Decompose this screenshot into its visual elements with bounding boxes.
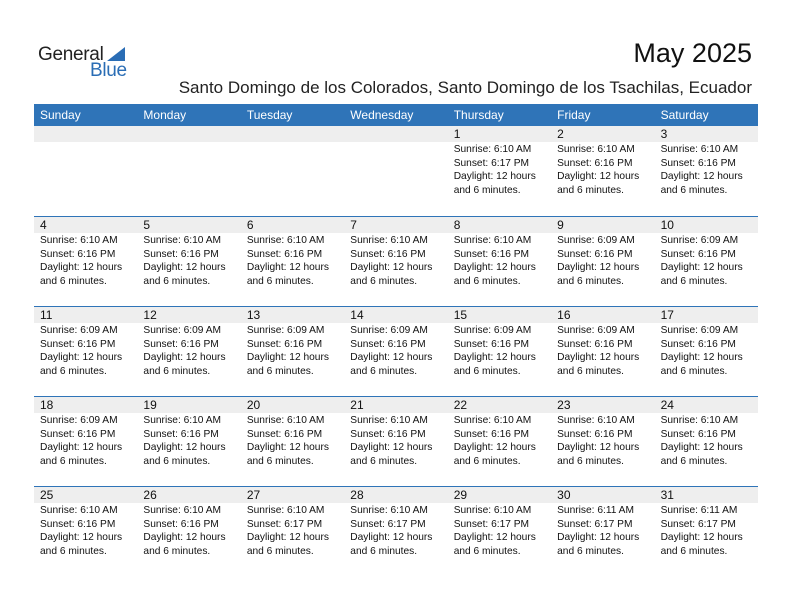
- day-cell: [344, 217, 447, 306]
- day-sunset-text: Sunset: 6:16 PM: [143, 338, 219, 350]
- day-cell: [34, 126, 137, 216]
- day-cell: [551, 397, 654, 486]
- day-number: 4: [34, 217, 137, 233]
- day-sun-info: [241, 323, 344, 378]
- day-sunrise-text: Sunrise: 6:10 AM: [350, 505, 428, 516]
- day-daylight-text: Daylight: 12 hours: [143, 442, 226, 453]
- day-daylight-text: Daylight: 12 hours: [350, 532, 433, 543]
- day-minutes-text: and 6 minutes.: [453, 455, 521, 467]
- day-cell: [34, 217, 137, 306]
- day-cell: [551, 217, 654, 306]
- day-cell: [448, 487, 551, 576]
- day-daylight-text: Daylight: 12 hours: [246, 532, 329, 543]
- day-cell: [241, 126, 344, 216]
- day-sun-info: [241, 503, 344, 558]
- day-sunrise-text: Sunrise: 6:10 AM: [40, 235, 118, 246]
- day-cell: [551, 126, 654, 216]
- day-sun-info: [344, 503, 447, 558]
- day-sunrise-text: Sunrise: 6:09 AM: [143, 325, 222, 336]
- day-sun-info: [344, 142, 447, 143]
- day-sunrise-text: Sunrise: 6:11 AM: [660, 505, 738, 516]
- day-sunset-text: Sunset: 6:16 PM: [40, 428, 116, 440]
- day-sun-info: [34, 233, 137, 288]
- day-number: 6: [241, 217, 344, 233]
- day-cell: [448, 217, 551, 306]
- day-sunrise-text: Sunrise: 6:10 AM: [453, 235, 532, 246]
- weekday-saturday: Saturday: [660, 108, 709, 122]
- day-number: 17: [655, 307, 758, 323]
- day-sun-info: [448, 233, 551, 288]
- day-sun-info: [448, 503, 551, 558]
- calendar-week: [34, 216, 758, 306]
- day-minutes-text: and 6 minutes.: [350, 545, 418, 557]
- day-daylight-text: Daylight: 12 hours: [453, 262, 536, 273]
- day-cell: [241, 397, 344, 486]
- day-minutes-text: and 6 minutes.: [557, 545, 624, 557]
- day-sun-info: [551, 233, 654, 288]
- day-sunrise-text: Sunrise: 6:09 AM: [660, 325, 739, 336]
- day-number: 24: [655, 397, 758, 413]
- day-sun-info: [448, 323, 551, 378]
- day-minutes-text: and 6 minutes.: [350, 275, 418, 287]
- day-cell: [137, 397, 240, 486]
- day-number: 20: [241, 397, 344, 413]
- day-daylight-text: Daylight: 12 hours: [143, 262, 226, 273]
- day-cell: [551, 307, 654, 396]
- weekday-tuesday: Tuesday: [246, 108, 293, 122]
- day-cell: [137, 307, 240, 396]
- day-minutes-text: and 6 minutes.: [143, 365, 211, 377]
- day-minutes-text: and 6 minutes.: [453, 365, 521, 377]
- day-daylight-text: Daylight: 12 hours: [557, 352, 640, 363]
- day-number: 13: [241, 307, 344, 323]
- day-minutes-text: and 6 minutes.: [453, 545, 521, 557]
- day-minutes-text: and 6 minutes.: [660, 455, 728, 467]
- day-sunrise-text: Sunrise: 6:10 AM: [246, 235, 325, 246]
- day-daylight-text: Daylight: 12 hours: [557, 442, 640, 453]
- day-sunrise-text: Sunrise: 6:10 AM: [660, 415, 739, 426]
- day-daylight-text: Daylight: 12 hours: [557, 171, 640, 182]
- day-sunset-text: Sunset: 6:17 PM: [453, 157, 530, 169]
- day-number: 8: [448, 217, 551, 233]
- day-sun-info: [551, 323, 654, 378]
- day-sunrise-text: Sunrise: 6:10 AM: [453, 505, 532, 516]
- day-sunset-text: Sunset: 6:16 PM: [40, 248, 116, 260]
- day-cell: [655, 487, 758, 576]
- weekday-wednesday: Wednesday: [350, 108, 414, 122]
- day-minutes-text: and 6 minutes.: [143, 455, 211, 467]
- day-sunrise-text: Sunrise: 6:11 AM: [557, 505, 634, 516]
- calendar-week: [34, 306, 758, 396]
- day-number: 23: [551, 397, 654, 413]
- day-cell: [344, 487, 447, 576]
- day-cell: [137, 126, 240, 216]
- day-number: 19: [137, 397, 240, 413]
- day-cell: [448, 307, 551, 396]
- day-cell: [655, 217, 758, 306]
- day-sunrise-text: Sunrise: 6:09 AM: [40, 325, 118, 336]
- day-sunrise-text: Sunrise: 6:09 AM: [246, 325, 325, 336]
- day-sun-info: [551, 413, 654, 468]
- day-cell: [34, 397, 137, 486]
- day-sun-info: [241, 142, 344, 143]
- day-cell: [34, 487, 137, 576]
- day-daylight-text: Daylight: 12 hours: [660, 262, 743, 273]
- day-sun-info: [137, 233, 240, 288]
- day-sun-info: [137, 323, 240, 378]
- day-sunset-text: Sunset: 6:16 PM: [557, 157, 633, 169]
- day-sunset-text: Sunset: 6:16 PM: [660, 157, 736, 169]
- day-sunrise-text: Sunrise: 6:10 AM: [660, 144, 739, 155]
- day-minutes-text: and 6 minutes.: [557, 184, 624, 196]
- day-sunrise-text: Sunrise: 6:10 AM: [350, 415, 428, 426]
- calendar-week: [34, 486, 758, 576]
- day-cell: [241, 487, 344, 576]
- day-minutes-text: and 6 minutes.: [557, 455, 624, 467]
- day-sun-info: [551, 142, 654, 197]
- day-daylight-text: Daylight: 12 hours: [143, 532, 226, 543]
- day-daylight-text: Daylight: 12 hours: [350, 352, 433, 363]
- day-cell: [344, 126, 447, 216]
- day-minutes-text: and 6 minutes.: [246, 545, 314, 557]
- day-number: 28: [344, 487, 447, 503]
- day-minutes-text: and 6 minutes.: [660, 184, 728, 196]
- day-sunset-text: Sunset: 6:16 PM: [143, 518, 219, 530]
- day-daylight-text: Daylight: 12 hours: [453, 352, 536, 363]
- day-number: 14: [344, 307, 447, 323]
- calendar-week: [34, 126, 758, 216]
- day-minutes-text: and 6 minutes.: [246, 275, 314, 287]
- day-daylight-text: Daylight: 12 hours: [350, 442, 433, 453]
- day-sunset-text: Sunset: 6:16 PM: [246, 428, 323, 440]
- day-cell: [34, 307, 137, 396]
- day-sunset-text: Sunset: 6:16 PM: [40, 338, 116, 350]
- day-cell: [448, 397, 551, 486]
- day-sunset-text: Sunset: 6:16 PM: [660, 248, 736, 260]
- day-daylight-text: Daylight: 12 hours: [660, 532, 743, 543]
- day-cell: [241, 307, 344, 396]
- day-number: 1: [448, 126, 551, 142]
- day-sunrise-text: Sunrise: 6:10 AM: [246, 505, 325, 516]
- day-sun-info: [241, 233, 344, 288]
- day-sunrise-text: Sunrise: 6:10 AM: [40, 505, 118, 516]
- location-subtitle: Santo Domingo de los Colorados, Santo Domingo de los Tsachilas, Ecuador: [178, 78, 752, 97]
- day-cell: [655, 397, 758, 486]
- logo-triangle-icon: [107, 47, 125, 61]
- day-sun-info: [448, 413, 551, 468]
- day-sunset-text: Sunset: 6:16 PM: [557, 338, 633, 350]
- day-cell: [137, 487, 240, 576]
- day-sunset-text: Sunset: 6:17 PM: [350, 518, 426, 530]
- day-sunset-text: Sunset: 6:16 PM: [453, 338, 530, 350]
- day-minutes-text: and 6 minutes.: [40, 455, 107, 467]
- logo: [38, 44, 138, 80]
- day-sunrise-text: Sunrise: 6:09 AM: [660, 235, 739, 246]
- day-sunset-text: Sunset: 6:16 PM: [660, 338, 736, 350]
- day-minutes-text: and 6 minutes.: [453, 275, 521, 287]
- day-number: [241, 126, 344, 142]
- day-number: 11: [34, 307, 137, 323]
- day-sunset-text: Sunset: 6:16 PM: [350, 248, 426, 260]
- day-sun-info: [137, 413, 240, 468]
- day-number: 5: [137, 217, 240, 233]
- day-daylight-text: Daylight: 12 hours: [350, 262, 433, 273]
- day-sunset-text: Sunset: 6:17 PM: [246, 518, 323, 530]
- day-minutes-text: and 6 minutes.: [557, 275, 624, 287]
- day-minutes-text: and 6 minutes.: [660, 365, 728, 377]
- day-sun-info: [344, 323, 447, 378]
- day-sunset-text: Sunset: 6:17 PM: [660, 518, 736, 530]
- day-minutes-text: and 6 minutes.: [660, 545, 728, 557]
- weekday-header: [34, 104, 758, 126]
- day-minutes-text: and 6 minutes.: [557, 365, 624, 377]
- day-minutes-text: and 6 minutes.: [350, 365, 418, 377]
- day-cell: [344, 397, 447, 486]
- day-minutes-text: and 6 minutes.: [453, 184, 521, 196]
- day-number: 12: [137, 307, 240, 323]
- day-daylight-text: Daylight: 12 hours: [453, 171, 536, 182]
- day-sunrise-text: Sunrise: 6:10 AM: [246, 415, 325, 426]
- day-sunrise-text: Sunrise: 6:09 AM: [557, 325, 635, 336]
- day-daylight-text: Daylight: 12 hours: [557, 262, 640, 273]
- weekday-thursday: Thursday: [453, 108, 504, 122]
- day-daylight-text: Daylight: 12 hours: [40, 352, 123, 363]
- day-number: 27: [241, 487, 344, 503]
- day-sunrise-text: Sunrise: 6:10 AM: [350, 235, 428, 246]
- day-sunrise-text: Sunrise: 6:10 AM: [557, 415, 635, 426]
- day-number: 16: [551, 307, 654, 323]
- day-number: 31: [655, 487, 758, 503]
- weekday-sunday: Sunday: [40, 108, 81, 122]
- calendar: [34, 104, 758, 576]
- day-number: 30: [551, 487, 654, 503]
- day-minutes-text: and 6 minutes.: [40, 545, 107, 557]
- day-daylight-text: Daylight: 12 hours: [557, 532, 640, 543]
- day-daylight-text: Daylight: 12 hours: [660, 352, 743, 363]
- day-sunrise-text: Sunrise: 6:09 AM: [40, 415, 118, 426]
- day-sun-info: [34, 503, 137, 558]
- page-title: May 2025: [633, 38, 752, 68]
- logo-text-general: General: [38, 44, 104, 65]
- day-number: 9: [551, 217, 654, 233]
- day-sunset-text: Sunset: 6:16 PM: [660, 428, 736, 440]
- day-minutes-text: and 6 minutes.: [350, 455, 418, 467]
- day-sun-info: [344, 413, 447, 468]
- day-sunset-text: Sunset: 6:16 PM: [40, 518, 116, 530]
- day-sun-info: [448, 142, 551, 197]
- day-minutes-text: and 6 minutes.: [143, 545, 211, 557]
- day-minutes-text: and 6 minutes.: [143, 275, 211, 287]
- day-sunrise-text: Sunrise: 6:09 AM: [557, 235, 635, 246]
- day-number: 18: [34, 397, 137, 413]
- day-number: [137, 126, 240, 142]
- day-number: 25: [34, 487, 137, 503]
- day-sun-info: [655, 413, 758, 468]
- day-sun-info: [137, 142, 240, 143]
- day-daylight-text: Daylight: 12 hours: [660, 442, 743, 453]
- day-sun-info: [655, 503, 758, 558]
- day-daylight-text: Daylight: 12 hours: [660, 171, 743, 182]
- day-sunset-text: Sunset: 6:17 PM: [557, 518, 633, 530]
- day-number: 22: [448, 397, 551, 413]
- day-sun-info: [655, 233, 758, 288]
- day-daylight-text: Daylight: 12 hours: [40, 532, 123, 543]
- day-daylight-text: Daylight: 12 hours: [246, 262, 329, 273]
- day-sunset-text: Sunset: 6:16 PM: [557, 428, 633, 440]
- day-number: 3: [655, 126, 758, 142]
- day-sunset-text: Sunset: 6:16 PM: [246, 338, 323, 350]
- day-sun-info: [344, 233, 447, 288]
- day-number: 15: [448, 307, 551, 323]
- day-sunset-text: Sunset: 6:16 PM: [557, 248, 633, 260]
- day-sun-info: [655, 142, 758, 197]
- day-daylight-text: Daylight: 12 hours: [40, 262, 123, 273]
- day-sun-info: [551, 503, 654, 558]
- calendar-week: [34, 396, 758, 486]
- day-sunset-text: Sunset: 6:16 PM: [143, 428, 219, 440]
- day-number: [34, 126, 137, 142]
- day-sunset-text: Sunset: 6:16 PM: [143, 248, 219, 260]
- day-cell: [241, 217, 344, 306]
- day-minutes-text: and 6 minutes.: [660, 275, 728, 287]
- logo-text-blue: Blue: [90, 60, 127, 81]
- day-daylight-text: Daylight: 12 hours: [246, 352, 329, 363]
- day-cell: [655, 126, 758, 216]
- day-cell: [655, 307, 758, 396]
- day-sun-info: [655, 323, 758, 378]
- day-daylight-text: Daylight: 12 hours: [246, 442, 329, 453]
- day-daylight-text: Daylight: 12 hours: [453, 532, 536, 543]
- day-sunrise-text: Sunrise: 6:10 AM: [143, 235, 222, 246]
- day-number: [344, 126, 447, 142]
- day-sunrise-text: Sunrise: 6:09 AM: [350, 325, 428, 336]
- day-sunset-text: Sunset: 6:16 PM: [350, 338, 426, 350]
- day-sun-info: [34, 142, 137, 143]
- day-minutes-text: and 6 minutes.: [40, 365, 107, 377]
- weekday-friday: Friday: [557, 108, 591, 122]
- day-sunset-text: Sunset: 6:16 PM: [246, 248, 323, 260]
- day-cell: [551, 487, 654, 576]
- day-number: 29: [448, 487, 551, 503]
- day-sunset-text: Sunset: 6:16 PM: [453, 428, 530, 440]
- day-sun-info: [34, 413, 137, 468]
- day-cell: [137, 217, 240, 306]
- day-sun-info: [34, 323, 137, 378]
- day-number: 21: [344, 397, 447, 413]
- day-cell: [344, 307, 447, 396]
- calendar-weeks: [34, 126, 758, 576]
- weekday-monday: Monday: [143, 108, 187, 122]
- day-sunrise-text: Sunrise: 6:10 AM: [453, 144, 532, 155]
- day-number: 10: [655, 217, 758, 233]
- day-sunset-text: Sunset: 6:16 PM: [350, 428, 426, 440]
- day-number: 2: [551, 126, 654, 142]
- day-sunrise-text: Sunrise: 6:10 AM: [143, 415, 222, 426]
- day-sunset-text: Sunset: 6:16 PM: [453, 248, 530, 260]
- day-minutes-text: and 6 minutes.: [40, 275, 107, 287]
- day-daylight-text: Daylight: 12 hours: [143, 352, 226, 363]
- day-sun-info: [137, 503, 240, 558]
- day-sunrise-text: Sunrise: 6:09 AM: [453, 325, 532, 336]
- day-daylight-text: Daylight: 12 hours: [40, 442, 123, 453]
- day-sunrise-text: Sunrise: 6:10 AM: [557, 144, 635, 155]
- day-sunrise-text: Sunrise: 6:10 AM: [143, 505, 222, 516]
- day-number: 7: [344, 217, 447, 233]
- day-sunset-text: Sunset: 6:17 PM: [453, 518, 530, 530]
- day-number: 26: [137, 487, 240, 503]
- day-sun-info: [241, 413, 344, 468]
- day-minutes-text: and 6 minutes.: [246, 365, 314, 377]
- day-minutes-text: and 6 minutes.: [246, 455, 314, 467]
- day-cell: [448, 126, 551, 216]
- day-sunrise-text: Sunrise: 6:10 AM: [453, 415, 532, 426]
- day-daylight-text: Daylight: 12 hours: [453, 442, 536, 453]
